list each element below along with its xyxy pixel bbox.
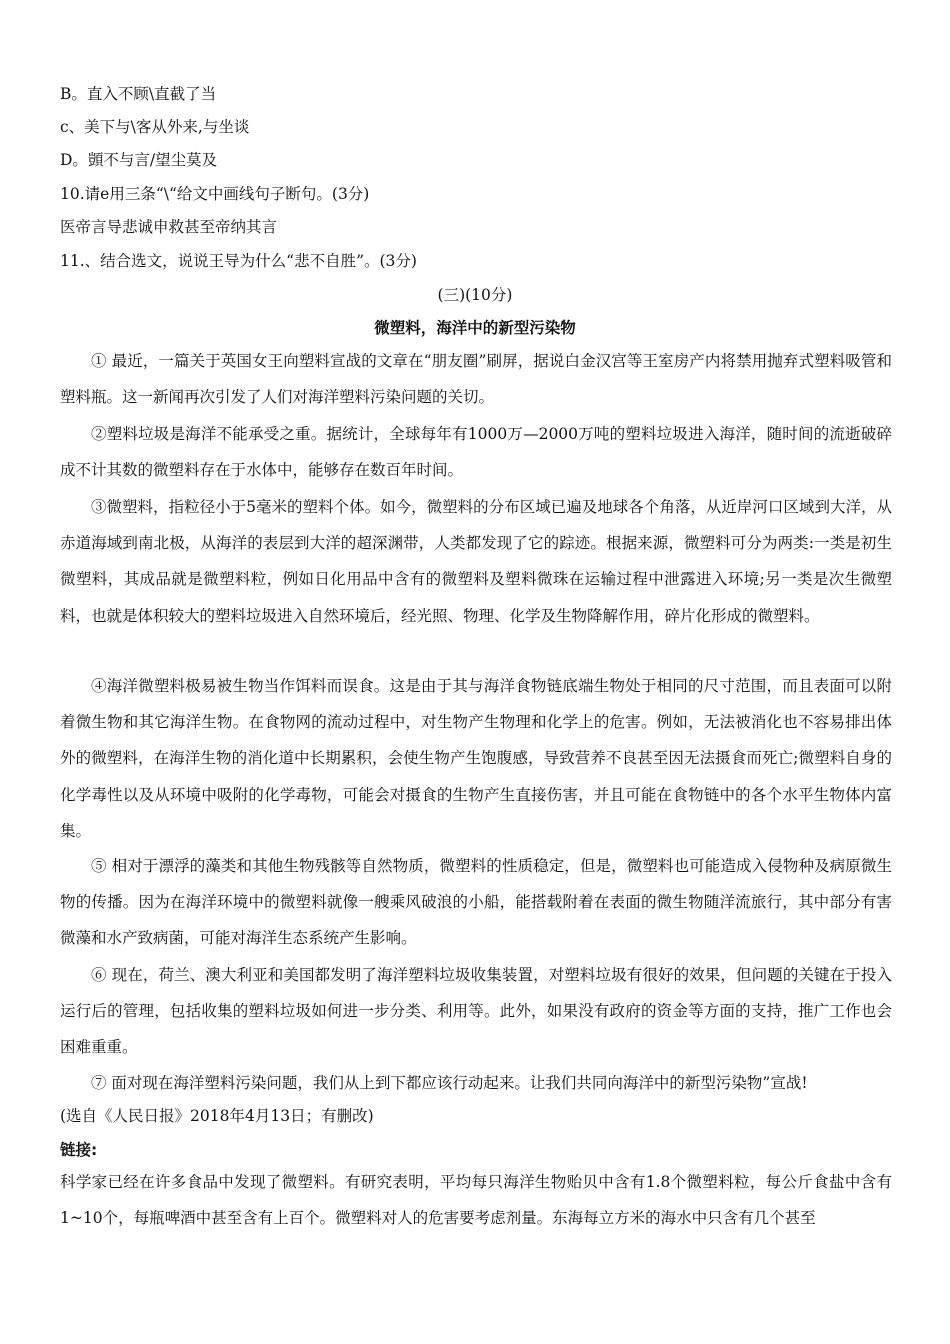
question-10-sentence: 医帝言导悲诚申救甚至帝纳其言 [60,218,278,236]
question-10: 10.请e用三条“\“给文中画线句子断句。(3分) [60,185,370,203]
paragraph-2: ②塑料垃圾是海洋不能承受之重。据统计，全球每年有1000万—2000万吨的塑料垃圾进入海洋，随时间的流逝破碎成不计其数的微塑料存在于水体中，能够存在数百年时间。 [60,425,892,480]
option-d: D。顗不与言/望尘莫及 [60,151,218,169]
option-c: c、美下与\客从外来,与坐谈 [60,118,250,136]
paragraph-1: ① 最近，一篇关于英国女王向塑料宣战的文章在“朋友圈”刷屏，据说白金汉宫等王室房产内将禁用抛弃式塑料吸管和塑料瓶。这一新闻再次引发了人们对海洋塑料污染问题的关切。 [60,352,892,407]
section-heading: (三)(10分) [437,286,513,304]
paragraph-6: ⑥ 现在，荷兰、澳大利亚和美国都发明了海洋塑料垃圾收集装置，对塑料垃圾有很好的效果，但问题的关键在于投入运行后的管理，包括收集的塑料垃圾如何进一步分类、利用等。此外，如果没有政府的资金等方面的支持，推广工作也会困难重重。 [60,966,892,1057]
link-label: 链接: [60,1141,98,1159]
option-b: B。直入不顾\直截了当 [60,85,217,103]
link-text: 科学家已经在许多食品中发现了微塑料。有研究表明，平均每只海洋生物贻贝中含有1.8个微塑料粒，每公斤食盐中含有1~10个，每瓶啤酒中甚至含有上百个。微塑料对人的危害要考虑剂量。东海每立方米的海水中只含有几个甚至 [60,1173,892,1228]
paragraph-3: ③微塑料，指粒径小于5毫米的塑料个体。如今，微塑料的分布区域已遍及地球各个角落，从近岸河口区域到大洋，从赤道海域到南北极，从海洋的表层到大洋的超深渊带，人类都发现了它的踪迹。根据来源，微塑料可分为两类:一类是初生微塑料，其成品就是微塑料粒，例如日化用品中含有的微塑料及塑料微珠在运输过程中泄露进入环境;另一类是次生微塑料，也就是体积较大的塑料垃圾进入自然环境后，经光照、物理、化学及生物降解作用，碎片化形成的微塑料。 [60,498,892,625]
paragraph-5: ⑤ 相对于漂浮的藻类和其他生物残骸等自然物质，微塑料的性质稳定，但是，微塑料也可能造成入侵物种及病原微生物的传播。因为在海洋环境中的微塑料就像一艘乘风破浪的小船，能搭载附着在表面的微生物随洋流旅行，其中部分有害微藻和水产致病菌，可能对海洋生态系统产生影响。 [60,857,892,948]
question-11: 11.、结合选文，说说王导为什么“悲不自胜”。(3分) [60,252,417,270]
paragraph-7: ⑦ 面对现在海洋塑料污染问题，我们从上到下都应该行动起来。让我们共同向海洋中的新型污染物”宣战! [91,1074,808,1092]
paragraph-4: ④海洋微塑料极易被生物当作饵料而误食。这是由于其与海洋食物链底端生物处于相同的尺寸范围，而且表面可以附着微生物和其它海洋生物。在食物网的流动过程中，对生物产生物理和化学上的危害。例如，无法被消化也不容易排出体外的微塑料，在海洋生物的消化道中长期累积，会使生物产生饱腹感，导致营养不良甚至因无法摄食而死亡;微塑料自身的化学毒性以及从环境中吸附的化学毒物，可能会对摄食的生物产生直接伤害，并且可能在食物链中的各个水平生物体内富集。 [60,677,892,840]
article-title: 微塑料，海洋中的新型污染物 [374,319,576,337]
source-citation: (选自《人民日报》2018年4月13日；有删改) [60,1107,374,1125]
